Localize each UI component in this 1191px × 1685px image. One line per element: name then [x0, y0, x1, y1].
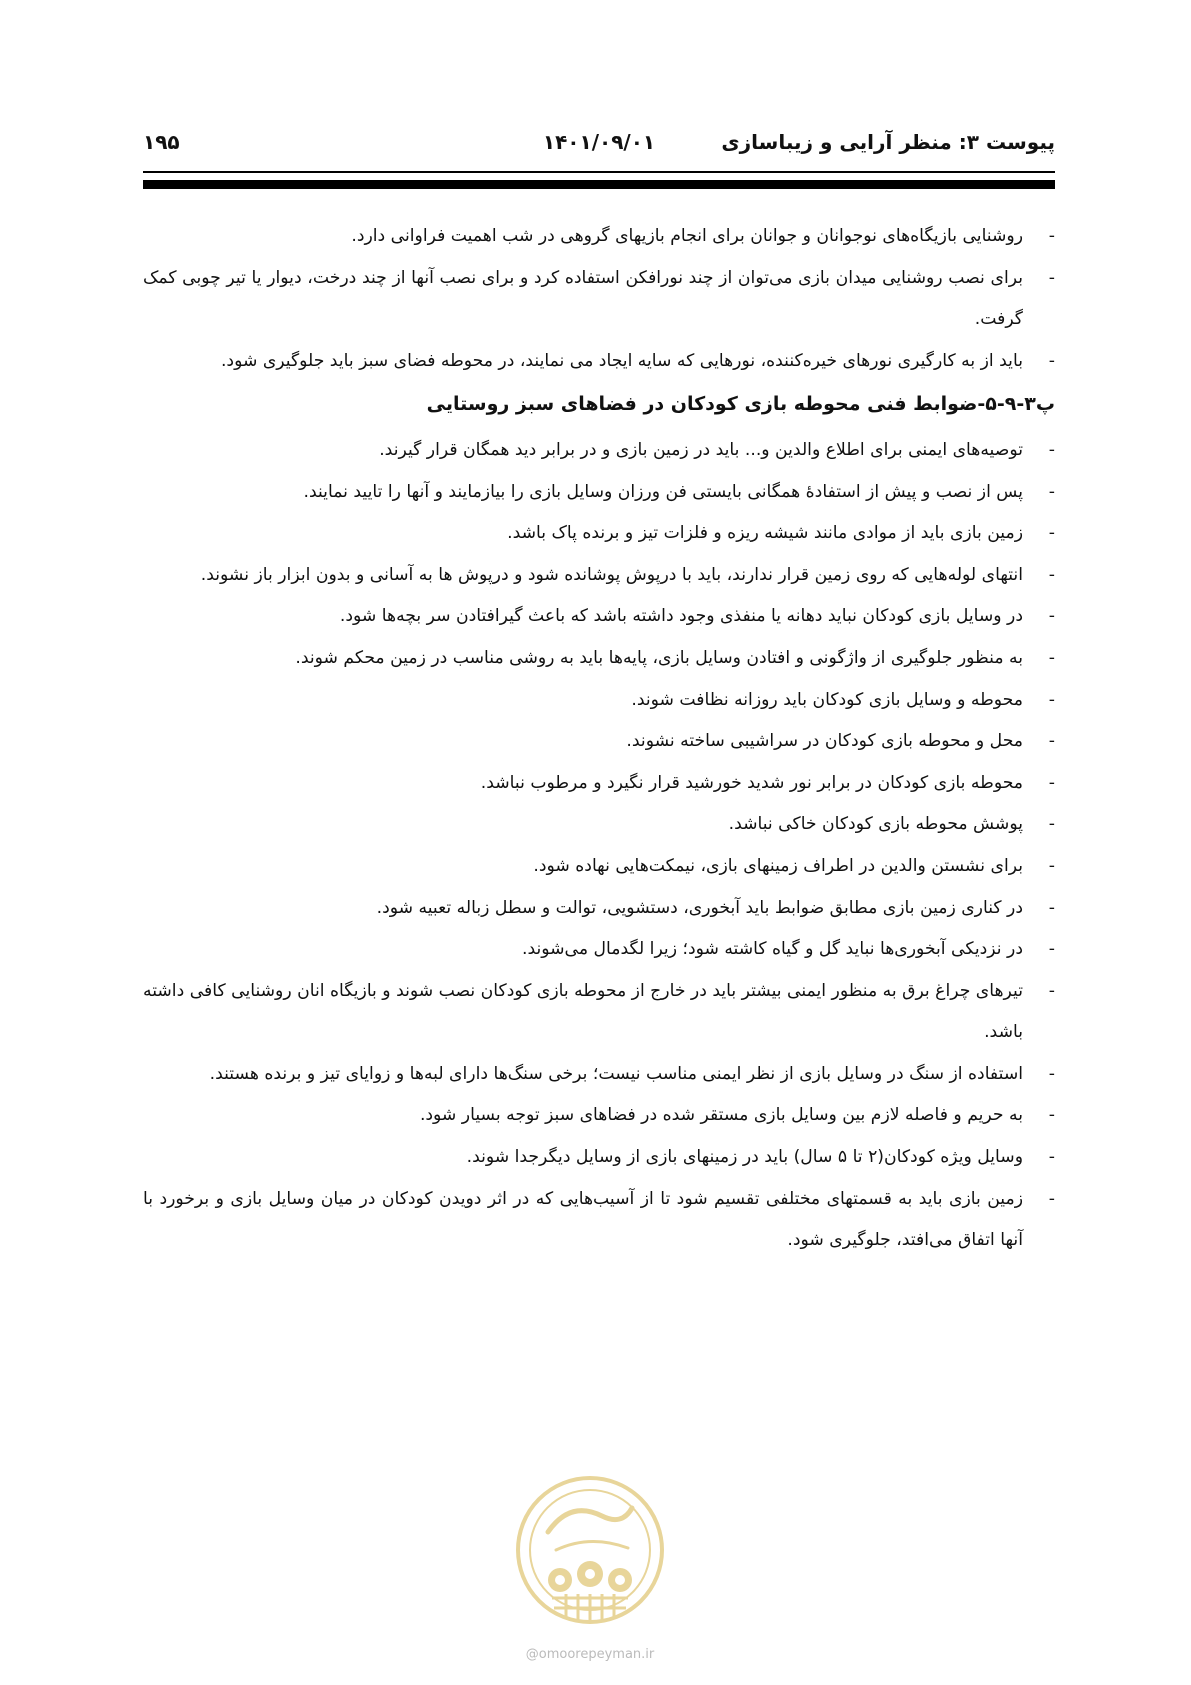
bullet-dash: - [1048, 1063, 1055, 1084]
watermark-script-stroke [556, 1541, 628, 1550]
list-item: - به منظور جلوگیری از واژگونی و افتادن وسایل بازی، پایه‌ها باید به روشی مناسب در زمین محکم شوند. [143, 638, 1055, 680]
header-rule-thick [143, 180, 1055, 189]
bullet-dash: - [1048, 226, 1055, 246]
list-item: - محوطه بازی کودکان در برابر نور شدید خورشید قرار نگیرد و مرطوب نباشد. [143, 763, 1055, 805]
bullet-dash: - [1048, 939, 1055, 960]
list-item: - به حریم و فاصله لازم بین وسایل بازی مستقر شده در فضاهای سبز توجه بسیار شود. [143, 1095, 1055, 1137]
bullet-dash: - [1048, 523, 1055, 544]
bullet-dash: - [1048, 980, 1055, 1001]
list-item: - در نزدیکی آبخوری‌ها نباید گل و گیاه کاشته شود؛ زیرا لگدمال می‌شوند. [143, 929, 1055, 971]
playground-rules-list [143, 430, 1055, 1262]
header-title: پیوست ۳: منظر آرایی و زیباسازی [721, 130, 1055, 154]
list-item: - محل و محوطه بازی کودکان در سراشیبی ساخته نشوند. [143, 721, 1055, 763]
bullet-dash: - [1048, 606, 1055, 627]
bullet-dash: - [1048, 814, 1055, 835]
header-rule-thin [143, 171, 1055, 173]
bullet-dash: - [1048, 647, 1055, 668]
list-item: - انتهای لوله‌هایی که روی زمین قرار ندارند، باید با درپوش پوشانده شود و درپوش ها به آسانی و بدون ابزار باز نشوند. [143, 555, 1055, 597]
list-item: - تیرهای چراغ برق به منظور ایمنی بیشتر باید در خارج از محوطه بازی کودکان نصب شوند و بازیگاه انان روشنایی کافی داشته باشد. [143, 971, 1055, 1054]
top-list [143, 216, 1055, 382]
watermark-url: @omoorepeyman.ir [525, 1647, 655, 1662]
list-item: - در وسایل بازی کودکان نباید دهانه یا منفذی وجود داشته باشد که باعث گیرافتادن سر بچه‌ها شود. [143, 596, 1055, 638]
list-item: - برای نشستن والدین در اطراف زمینهای بازی، نیمکت‌هایی نهاده شود. [143, 846, 1055, 888]
header-date: ۱۴۰۱/۰۹/۰۱ [542, 130, 656, 154]
bullet-dash: - [1048, 731, 1055, 752]
list-item: - روشنایی بازیگاه‌های نوجوانان و جوانان برای انجام بازیهای گروهی در شب اهمیت فراوانی دارد. [143, 216, 1055, 258]
list-item: - برای نصب روشنایی میدان بازی می‌توان از چند نورافکن استفاده کرد و برای نصب آنها از چند درخت، دیوار یا تیر چوبی کمک گرفت. [143, 258, 1055, 341]
page-number: ۱۹۵ [143, 130, 180, 154]
document-body [143, 216, 1055, 1262]
bullet-dash: - [1048, 855, 1055, 876]
list-item: - زمین بازی باید به قسمتهای مختلفی تقسیم شود تا از آسیب‌هایی که در اثر دویدن کودکان در میان وسایل بازی و برخورد با آنها اتفاق می‌افتد، جلوگیری شود. [143, 1179, 1055, 1262]
bullet-dash: - [1048, 1188, 1055, 1209]
bullet-dash: - [1048, 1105, 1055, 1126]
list-item: - پس از نصب و پیش از استفادۀ همگانی بایستی فن ورزان وسایل بازی را بیازمایند و آنها را تایید نمایند. [143, 472, 1055, 514]
list-item: - وسایل ویژه کودکان(۲ تا ۵ سال) باید در زمینهای بازی از وسایل دیگرجدا شوند. [143, 1137, 1055, 1179]
bullet-dash: - [1048, 689, 1055, 710]
watermark-logo [510, 1470, 670, 1670]
list-item: - پوشش محوطه بازی کودکان خاکی نباشد. [143, 804, 1055, 846]
bullet-dash: - [1048, 897, 1055, 918]
watermark-script-stroke [548, 1508, 632, 1532]
list-item: - محوطه و وسایل بازی کودکان باید روزانه نظافت شوند. [143, 680, 1055, 722]
bullet-dash: - [1048, 481, 1055, 502]
list-item: - باید از به کارگیری نورهای خیره‌کننده، نورهایی که سایه ایجاد می نمایند، در محوطه فضای سبز باید جلوگیری شود. [143, 341, 1055, 383]
list-item: - توصیه‌های ایمنی برای اطلاع والدین و... باید در زمین بازی و در برابر دید همگان قرار گیرند. [143, 430, 1055, 472]
bullet-dash: - [1048, 350, 1055, 371]
bullet-dash: - [1048, 564, 1055, 585]
bullet-dash: - [1048, 267, 1055, 288]
list-item: - استفاده از سنگ در وسایل بازی از نظر ایمنی مناسب نیست؛ برخی سنگ‌ها دارای لبه‌ها و زوایای تیز و برنده هستند. [143, 1054, 1055, 1096]
bullet-dash: - [1048, 1147, 1055, 1168]
bullet-dash: - [1048, 772, 1055, 793]
bullet-dash: - [1048, 439, 1055, 460]
list-item: - زمین بازی باید از موادی مانند شیشه ریزه و فلزات تیز و برنده پاک باشد. [143, 513, 1055, 555]
page-header [143, 130, 1055, 166]
list-item: - در کناری زمین بازی مطابق ضوابط باید آبخوری، دستشویی، توالت و سطل زباله تعبیه شود. [143, 888, 1055, 930]
section-heading: پ۳-۹-۵-ضوابط فنی محوطه بازی کودکان در فضاهای سبز روستایی [426, 393, 1055, 416]
